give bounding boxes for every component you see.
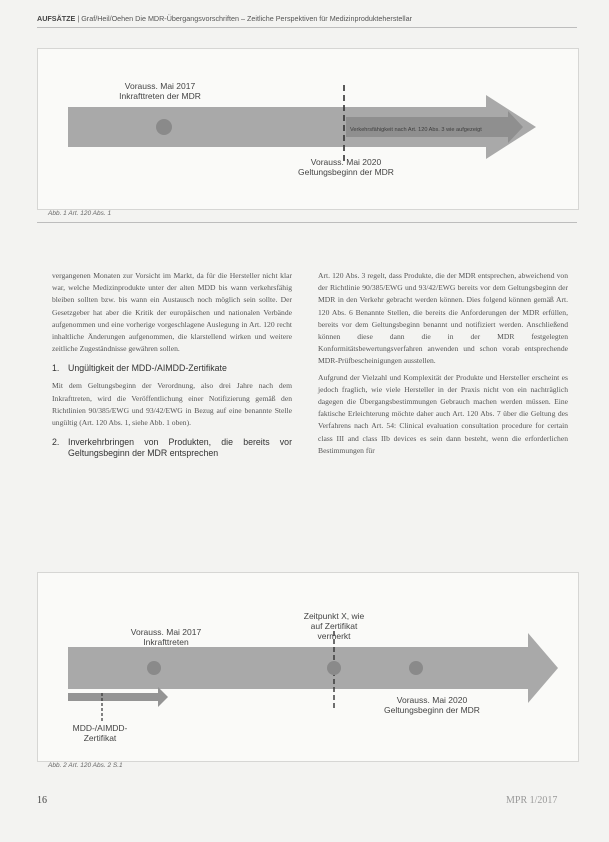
- heading-2: 2. Inverkehrbringen von Produkten, die bereits vor Geltungsbeginn der MDR entsprechen: [52, 437, 292, 459]
- journal-name: MPR 1/2017: [506, 795, 558, 806]
- figure-2-caption: Abb. 2 Art. 120 Abs. 2 S.1: [48, 762, 123, 769]
- figure-2: [37, 572, 579, 762]
- figure-1-rule: [37, 222, 577, 223]
- figure-1: [37, 48, 579, 210]
- fig1-label-top: Vorauss. Mai 2017 Inkrafttreten der MDR: [119, 81, 201, 101]
- zeitpunkt-dot: [327, 661, 341, 675]
- heading-1: 1. Ungültigkeit der MDD-/AIMDD-Zertifikate: [52, 363, 227, 374]
- fig2-label-top: Vorauss. Mai 2017 Inkrafttreten: [130, 627, 202, 647]
- header-authors: Graf/Heil/Oehen: [81, 14, 134, 23]
- header-title: Die MDR-Übergangsvorschriften – Zeitliche Perspektiven für Medizinprodukteherstellar: [135, 14, 412, 23]
- header-rule: [37, 27, 577, 28]
- certificate-arrow: [68, 687, 168, 707]
- left-column: [52, 270, 292, 465]
- inkrafttreten-dot: [147, 661, 161, 675]
- fig1-label-bottom: Vorauss. Mai 2020 Geltungsbeginn der MDR: [298, 157, 394, 177]
- inkrafttreten-dot: [156, 119, 172, 135]
- figure-1-caption: Abb. 1 Art. 120 Abs. 1: [48, 210, 112, 217]
- paragraph-2: Mit dem Geltungsbeginn der Verordnung, also drei Jahre nach dem Inkrafttreten, wird die Veröffentlichung einer Notifizierung gemäß den Richtlinien 90/385/EWG und 93/42/EWG in Bezug auf eine benannte Stelle ungültig (Art. 120 Abs. 1, siehe Abb. 1 oben).: [52, 381, 292, 428]
- fig2-label-certificate: MDD-/AIMDD- Zertifikat: [72, 723, 128, 743]
- fig2-label-zeitpunkt: Zeitpunkt X, wie auf Zertifikat vermerkt: [303, 611, 365, 641]
- fig2-label-bottom: Vorauss. Mai 2020 Geltungsbeginn der MDR: [384, 695, 480, 715]
- figure-1-graphic: [38, 49, 578, 209]
- right-column: [318, 270, 568, 461]
- geltungsbeginn-dot: [409, 661, 423, 675]
- right-paragraph: Art. 120 Abs. 3 regelt, dass Produkte, die der MDR entsprechen, abweichend von der Richtlinie 90/385/EWG und 93/42/EWG bereits vor dem Geltungsbeginn der MDR in den Verkehr gebracht werden können. Dies folgend können gemäß Art. 120 Abs. 6 Benannte Stellen, die bereits die Anforderungen der MDR erfüllen, bereits vor dem Geltungsbeginn benannt und notifiziert werden. Anschließend können diese dann die in der MDR festgelegten Konformitätsbewertungsverfahren anwenden und schon vorab entsprechende MDR-Prüfbescheinigungen ausstellen.: [318, 271, 568, 366]
- left-paragraph: vergangenen Monaten zur Vorsicht im Markt, da für die Hersteller nicht klar war, welche Medizinprodukte unter der alten MDD bis wann verkehrsfähig bleiben sollten bzw. bis wann ein Austausch noch möglich sein sollte. Der Gesetzgeber hat aber die Kritik der europäischen und nationalen Verbände aufgenommen und eine vorherige vorgeschlagene Auslegung in Art. 120 recht inhaltliche Änderungen aufgenommen, die klarstellend wirken und weitere zeitliche Zugeständnisse gewähren sollen.: [52, 271, 292, 354]
- inner-arrow-text: Verkehrsfähigkeit nach Art. 120 Abs. 3 wie aufgezeigt: [350, 127, 482, 133]
- page-number: 16: [37, 795, 47, 806]
- running-header: AUFSÄTZE | Graf/Heil/Oehen Die MDR-Übergangsvorschriften – Zeitliche Perspektiven für Medizinprodukteherstellar: [37, 14, 412, 23]
- right-paragraph-2: Aufgrund der Vielzahl und Komplexität der Produkte und Hersteller erscheint es jedoch fraglich, wie viele Hersteller in der Praxis nicht von ein nachträglich dagegen die Übergangsbestimmungen Gebrauch machen werden müssen. Eine faktische Erleichterung möchte daher auch Art. 120 Abs. 7 über die Geltung des Verfahrens nach Art. 54: Clinical evaluation consultation procedure for certain class III and class IIb devices es sein dann besteht, wenn die erforderlichen Bestimmungen für: [318, 372, 568, 455]
- section-label: AUFSÄTZE: [37, 14, 76, 23]
